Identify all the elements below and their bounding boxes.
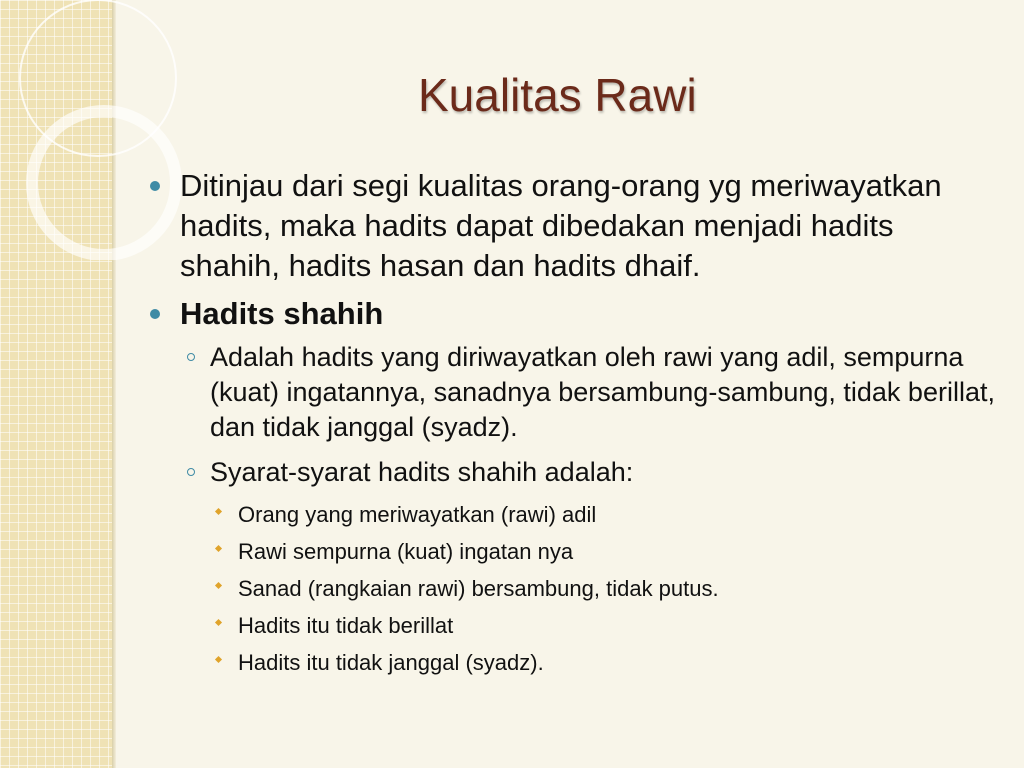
bullet-dot-icon [150, 181, 160, 191]
bullet-item [150, 166, 1000, 286]
diamond-bullet-icon [215, 545, 222, 552]
sub-bullet-text: Syarat-syarat hadits shahih adalah: [210, 457, 634, 487]
sub-bullet-text: Adalah hadits yang diriwayatkan oleh rawi yang adil, sempurna (kuat) ingatannya, sanadnya bersambung-sambung, tidak berillat, dan tidak janggal (syadz). [210, 342, 995, 442]
bullet-dot-icon [150, 309, 160, 319]
condition-text: Rawi sempurna (kuat) ingatan nya [238, 539, 574, 564]
diamond-bullet-icon [215, 508, 222, 515]
condition-item [150, 570, 1000, 607]
hollow-circle-bullet-icon [187, 353, 195, 361]
condition-item [150, 607, 1000, 644]
diamond-bullet-icon [215, 582, 222, 589]
slide-title: Kualitas Rawi [418, 69, 697, 121]
condition-item [150, 496, 1000, 533]
bullet-text: Hadits shahih [180, 296, 384, 331]
diamond-bullet-icon [215, 619, 222, 626]
condition-text: Sanad (rangkaian rawi) bersambung, tidak putus. [238, 576, 719, 601]
condition-text: Orang yang meriwayatkan (rawi) adil [238, 502, 597, 527]
condition-text: Hadits itu tidak berillat [238, 613, 454, 638]
slide-content [150, 166, 1000, 681]
diamond-bullet-icon [215, 656, 222, 663]
bullet-text: Ditinjau dari segi kualitas orang-orang yg meriwayatkan hadits, maka hadits dapat dibedakan menjadi hadits shahih, hadits hasan dan hadits dhaif. [180, 168, 942, 283]
sub-bullet-item [150, 455, 1000, 490]
condition-text: Hadits itu tidak janggal (syadz). [238, 650, 544, 675]
bullet-item-heading [150, 294, 1000, 334]
hollow-circle-bullet-icon [187, 468, 195, 476]
condition-item [150, 644, 1000, 681]
sub-bullet-item [150, 340, 1000, 445]
condition-item [150, 533, 1000, 570]
